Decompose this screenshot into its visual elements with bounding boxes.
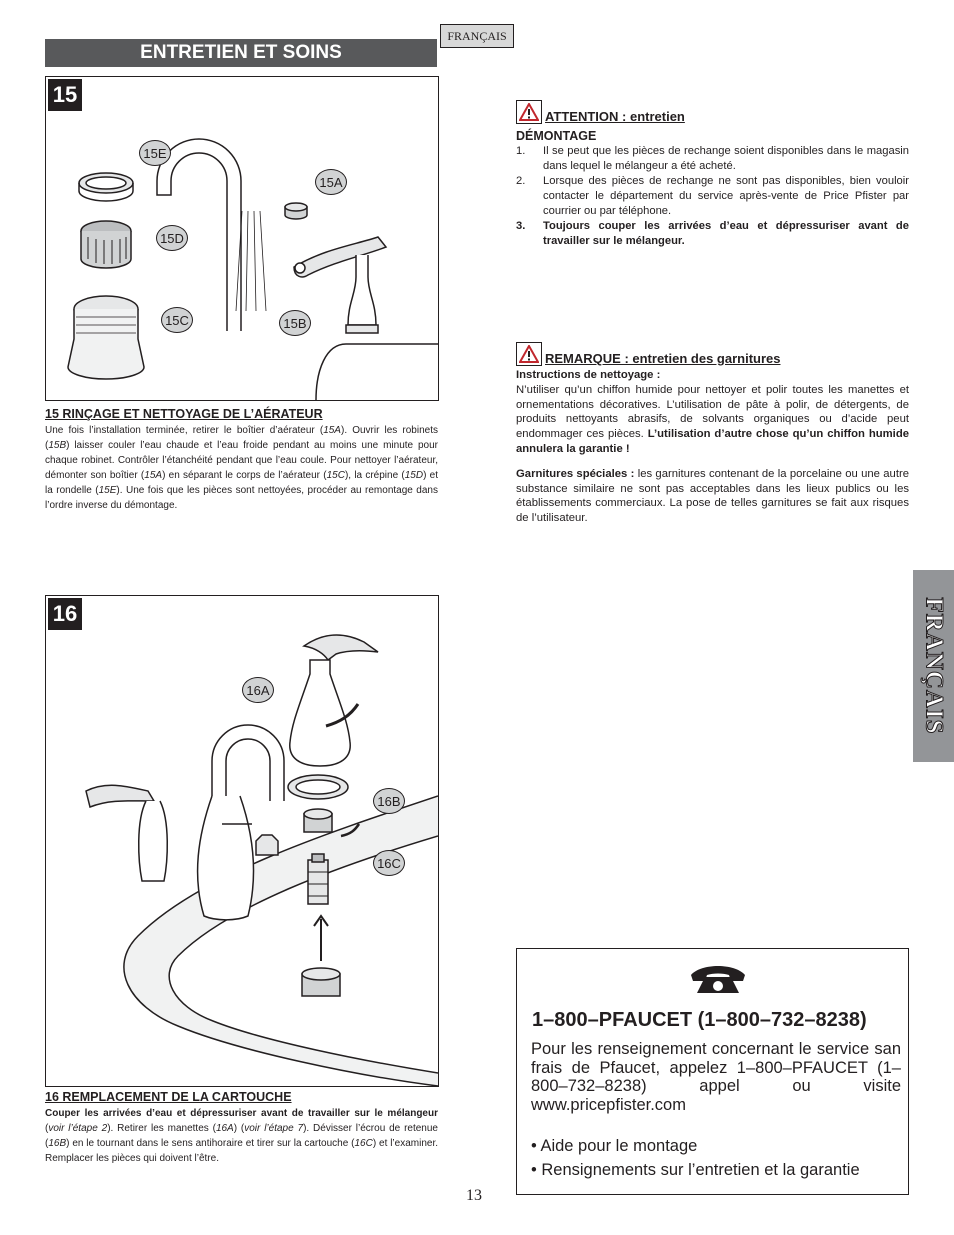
remarque-paragraph-1 [516,383,909,457]
caption-ref: 15E [98,485,117,496]
figure-16-number: 16 [48,598,82,630]
caption-text: ) ( [233,1123,245,1134]
remarque-subheading: Instructions de nettoyage : [516,369,661,381]
step-text: Toujours couper les arrivées d’eau et dépressuriser avant de travailler sur le mélangeur. [543,220,909,247]
caption-ref: 16B [48,1138,67,1149]
remarque-title: REMARQUE : entretien des garnitures [545,351,781,366]
figure-16-caption [45,1090,438,1166]
attention-heading [516,100,909,124]
caption-text: ). Dévisser l’écrou de retenue ( [45,1123,438,1149]
figure-15-illustration [46,77,438,400]
list-item: • Rensignements sur l’entretien et la garantie [531,1159,860,1183]
figure-15-caption [45,407,438,513]
caption-ref: 16A [215,1123,234,1134]
contact-box [516,948,909,1195]
caption-ref: voir l’étape 2 [48,1123,108,1134]
figure-15-title: 15 RINÇAGE ET NETTOYAGE DE L’AÉRATEUR [45,407,323,421]
page-number: 13 [466,1187,482,1204]
list-item: • Aide pour le montage [531,1135,860,1159]
callout-16a: 16A [242,677,274,703]
caption-ref: 15A [323,425,341,436]
callout-15a: 15A [315,169,347,195]
caption-text: ) et l’examiner. Remplacer les pièces qui doivent l’être. [45,1138,438,1164]
warning-icon [516,342,542,366]
list-item [516,174,909,219]
attention-title: ATTENTION : entretien [545,109,685,124]
telephone-icon [687,961,749,995]
caption-text: ). Une fois que les pièces sont nettoyées, procéder au remontage dans l’ordre inverse du démontage. [45,485,438,511]
caption-ref: 16C [354,1138,373,1149]
caption-text: ) et la rondelle ( [45,470,439,496]
attention-subheading: DÉMONTAGE [516,129,597,143]
warning-icon [516,100,542,124]
list-item [516,219,909,249]
caption-text: ) en le tournant dans le sens antihoraire et tirer sur la cartouche ( [66,1138,355,1149]
figure-16 [45,595,439,1087]
attention-steps [516,144,909,249]
caption-text: ( [45,1123,49,1134]
step-text: Lorsque des pièces de rechange ne sont pas disponibles, bien vouloir contacter le département du service après-vente de Price Pfister par courrier ou par téléphone. [543,175,909,217]
figure-16-title: 16 REMPLACEMENT DE LA CARTOUCHE [45,1090,292,1104]
caption-text: ) en séparant le corps de l’aérateur ( [162,470,327,481]
contact-services [531,1135,860,1182]
caption-text: ) laisser couler l’eau chaude et l’eau froide pendant au moins une minute pour chaque robinet. Contrôler l’étanchéité pendant que l’eau coule. Pour nettoyer l’aérateur, démonter son boîtier ( [45,440,438,481]
callout-16c: 16C [373,850,405,876]
figure-16-body [45,1106,438,1166]
figure-15-number: 15 [48,79,82,111]
caption-text: ). Ouvrir les robinets ( [45,425,438,451]
side-tab-label: FRANÇAIS [920,597,948,735]
step-number: 1. [516,145,526,157]
section-title: ENTRETIEN ET SOINS [45,39,437,67]
step-text: Il se peut que les pièces de rechange soient disponibles dans le magasin dans lequel le mélangeur a été acheté. [543,145,909,172]
contact-description: Pour les renseignement concernant le service san frais de Pfaucet, appelez 1–800–PFAUCET (1–800–732–8238) appel ou visite www.pricepfister.com [531,1040,901,1114]
remarque-block [516,342,909,526]
caption-ref: 15C [326,470,345,481]
callout-15d: 15D [156,225,188,251]
callout-15e: 15E [139,140,171,166]
caption-text: Une fois l’installation terminée, retirer le boîtier d’aérateur ( [45,425,324,436]
caption-ref: voir l’étape 7 [244,1123,304,1134]
paragraph-text: les garnitures contenant de la porcelaine ou une autre substance similaire ne sont pas acceptables dans les lieux publics ou les établissements commerciaux. La pose de telles garnitures se fait aux risques de l’utilisateur. [516,467,910,525]
language-tag: FRANÇAIS [440,24,514,48]
caption-text: ), la crépine ( [344,470,405,481]
step-number: 2. [516,175,526,187]
caption-text: ). Retirer les manettes ( [107,1123,216,1134]
caption-warning: Couper les arrivées d’eau et dépressuriser avant de travailler sur le mélangeur [45,1108,438,1119]
remarque-paragraph-2 [516,467,909,526]
paragraph-text: N’utiliser qu’un chiffon humide pour nettoyer et polir toutes les manettes et ornementations décoratives. L’utilisation de pâte à polir, de détergents, de produits nettoyants abrasifs, de solvants organiques ou d’acide peut endommager ces pièces. [516,383,909,441]
caption-ref: 15B [48,440,67,451]
figure-15-body [45,423,438,513]
caption-ref: 15D [404,470,424,481]
callout-15b: 15B [279,310,311,336]
figure-15 [45,76,439,401]
attention-block [516,100,909,249]
step-number: 3. [516,220,526,232]
caption-ref: 15A [144,470,163,481]
callout-16b: 16B [373,788,405,814]
remarque-heading [516,342,909,366]
callout-15c: 15C [161,307,193,333]
phone-number: 1–800–PFAUCET (1–800–732–8238) [532,1009,867,1031]
list-item [516,144,909,174]
figure-16-illustration [46,596,438,1086]
warranty-warning: L’utilisation d’autre chose qu’un chiffon humide annulera la garantie ! [516,428,910,455]
language-side-tab [913,570,954,762]
paragraph-label: Garnitures spéciales : [516,467,635,480]
